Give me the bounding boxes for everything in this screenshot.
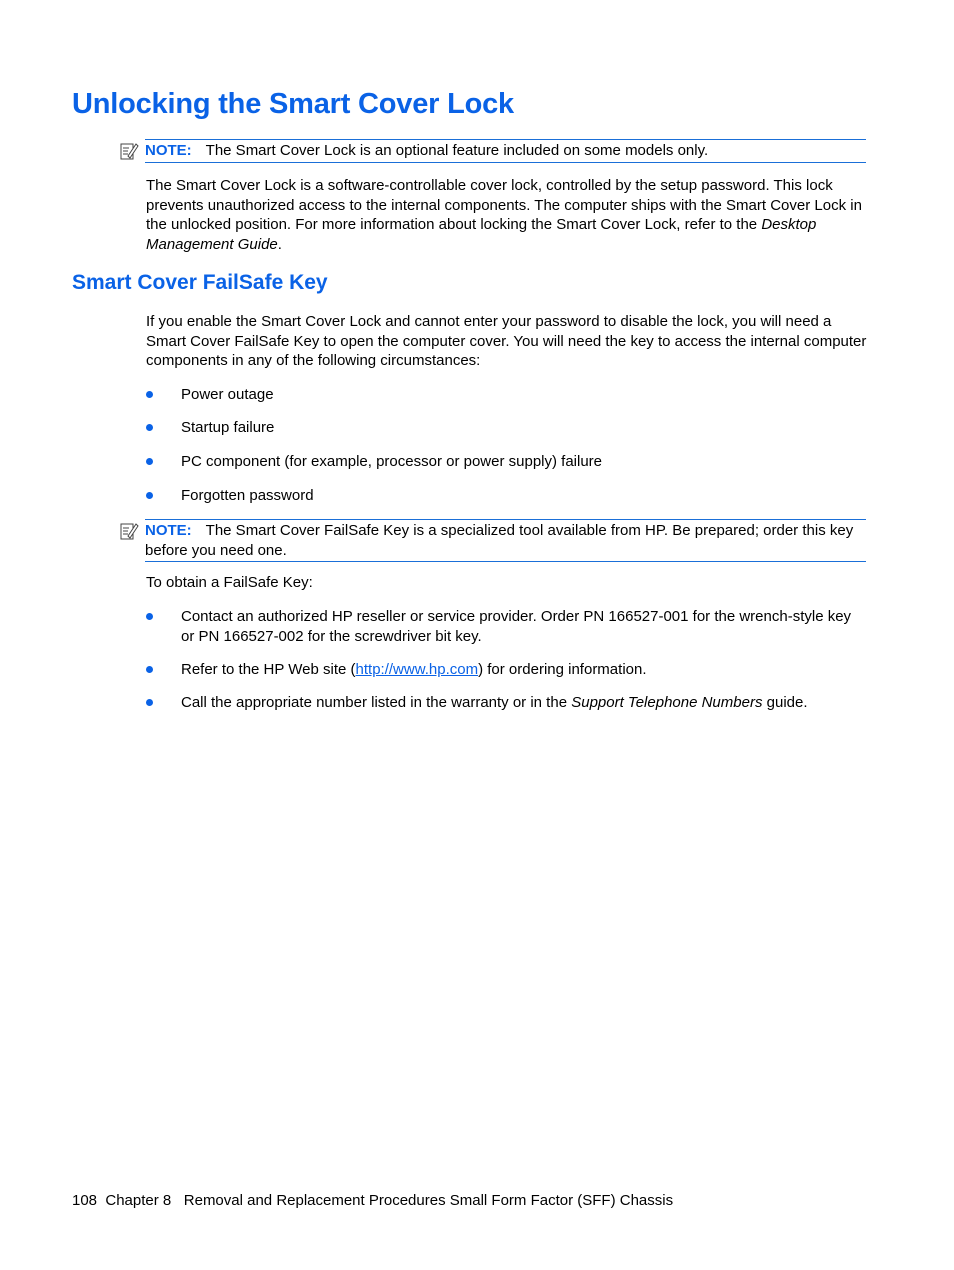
bullet-dot-icon	[146, 391, 153, 398]
bullet-dot-icon	[146, 492, 153, 499]
bullet-dot-icon	[146, 458, 153, 465]
list-item: Refer to the HP Web site (http://www.hp.com) for ordering information.	[146, 660, 868, 680]
section-heading: Smart Cover FailSafe Key	[72, 271, 328, 294]
guide-title: Support Telephone Numbers	[571, 694, 763, 711]
page-footer	[72, 1192, 673, 1209]
note-text: The Smart Cover FailSafe Key is a specialized tool available from HP. Be prepared; order this key before you need one.	[145, 522, 854, 559]
note-box	[145, 139, 866, 163]
note-pencil-icon	[119, 141, 139, 161]
note-box	[145, 519, 866, 562]
guide-title: Desktop Management Guide	[146, 216, 817, 253]
list-item: Power outage	[146, 385, 868, 405]
note-pencil-icon	[119, 521, 139, 541]
bullet-dot-icon	[146, 613, 153, 620]
chapter-label: Chapter 8	[105, 1192, 172, 1209]
list-item: Forgotten password	[146, 486, 868, 506]
note-text: The Smart Cover Lock is an optional feature included on some models only.	[205, 142, 709, 159]
page-number: 108	[72, 1192, 98, 1209]
chapter-title: Removal and Replacement Procedures Small Form Factor (SFF) Chassis	[183, 1192, 674, 1209]
obtain-intro: To obtain a FailSafe Key:	[146, 574, 313, 591]
bullet-dot-icon	[146, 666, 153, 673]
bullet-dot-icon	[146, 699, 153, 706]
intro-paragraph: The Smart Cover Lock is a software-controllable cover lock, controlled by the setup password. This lock prevents unauthorized access to the internal components. The computer ships with the Smart Cover Lock in the unlocked position. For more information about locking the Smart Cover Lock, refer to the Desktop Management Guide.	[146, 177, 862, 253]
failsafe-paragraph: If you enable the Smart Cover Lock and cannot enter your password to disable the lock, you will need a Smart Cover FailSafe Key to open the computer cover. You will need the key to access the internal computer components in any of the following circumstances:	[146, 313, 867, 369]
hp-website-link[interactable]: http://www.hp.com	[355, 661, 479, 678]
bullet-dot-icon	[146, 424, 153, 431]
list-item: Startup failure	[146, 418, 868, 438]
list-item: PC component (for example, processor or power supply) failure	[146, 452, 868, 472]
note-label: NOTE:	[145, 142, 192, 159]
page-heading: Unlocking the Smart Cover Lock	[72, 88, 514, 120]
list-item: Call the appropriate number listed in the warranty or in the Support Telephone Numbers guide.	[146, 693, 868, 713]
note-label: NOTE:	[145, 522, 192, 539]
list-item: Contact an authorized HP reseller or service provider. Order PN 166527-001 for the wrench-style key or PN 166527-002 for the screwdriver bit key.	[146, 607, 868, 646]
